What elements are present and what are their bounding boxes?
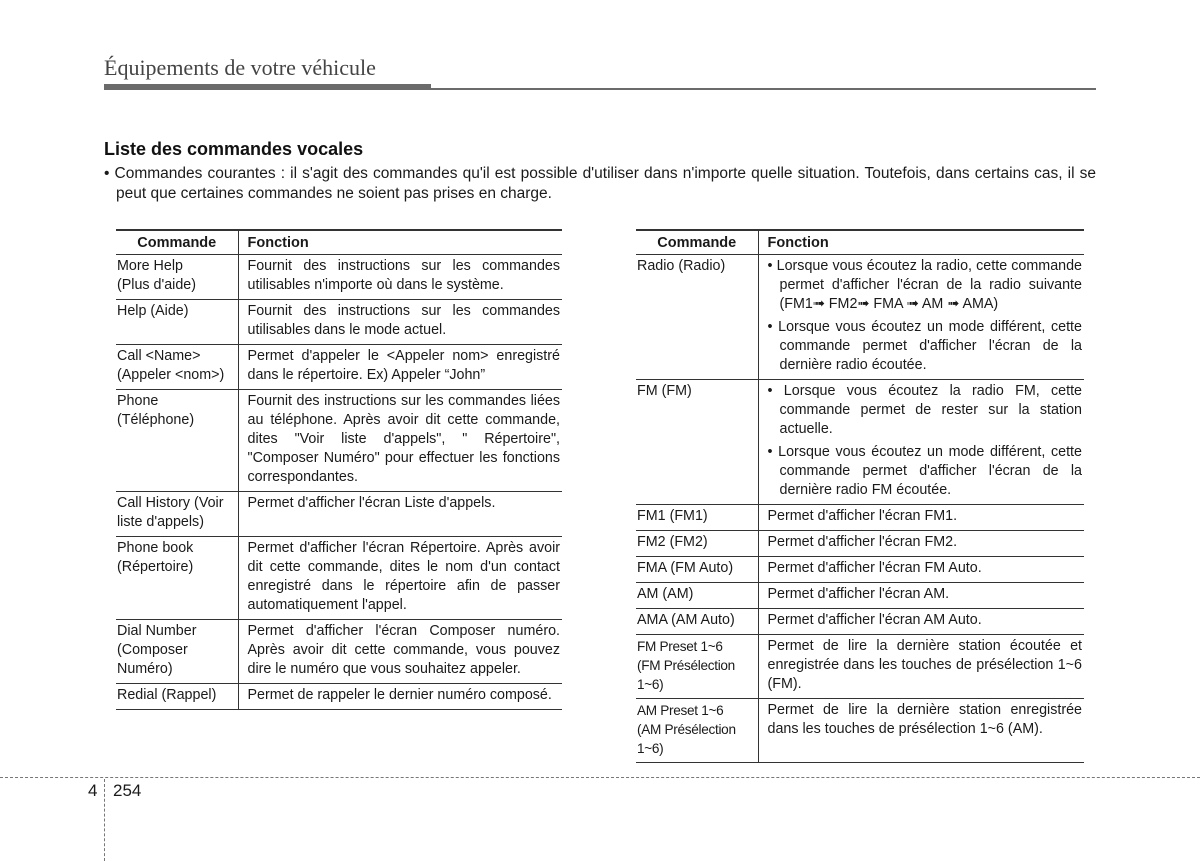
header-rule-thick bbox=[104, 84, 431, 90]
column-header-function: Fonction bbox=[758, 230, 1084, 255]
function-cell bbox=[238, 300, 562, 345]
column-header-command: Commande bbox=[636, 230, 758, 255]
command-cell: Help (Aide) bbox=[116, 300, 238, 345]
function-text: Permet de lire la dernière station écoutée et enregistrée dans les touches de présélection 1~6 (FM). bbox=[767, 638, 1082, 692]
function-cell bbox=[238, 390, 562, 492]
voice-commands-table-right bbox=[636, 229, 1084, 763]
function-text: Permet d'afficher l'écran FM Auto. bbox=[767, 560, 982, 576]
page-number: 254 bbox=[113, 781, 142, 800]
page-header-title: Équipements de votre véhicule bbox=[104, 55, 376, 80]
table-row bbox=[116, 537, 562, 620]
command-cell: AM (AM) bbox=[636, 583, 758, 609]
command-cell: AMA (AM Auto) bbox=[636, 609, 758, 635]
function-text: Permet de lire la dernière station enregistrée dans les touches de présélection 1~6 (AM). bbox=[767, 702, 1082, 737]
table-row bbox=[636, 255, 1084, 380]
function-text: Permet d'appeler le <Appeler nom> enregistré dans le répertoire. Ex) Appeler “John” bbox=[247, 348, 560, 383]
function-text: Permet d'afficher l'écran Répertoire. Après avoir dit cette commande, dites le nom d'un contact enregistré dans le répertoire afin de passer automatiquement l'appel. bbox=[247, 540, 560, 613]
function-cell bbox=[758, 699, 1084, 763]
section-title: Liste des commandes vocales bbox=[104, 139, 364, 159]
command-cell: FM1 (FM1) bbox=[636, 505, 758, 531]
command-cell: Call <Name> (Appeler <nom>) bbox=[116, 345, 238, 390]
command-cell: Phone book (Répertoire) bbox=[116, 537, 238, 620]
intro-paragraph: • Commandes courantes : il s'agit des commandes qu'il est possible d'utiliser dans n'importe quelle situation. Toutefois, dans certains cas, il se peut que certaines commandes ne soient pas prises en charge. bbox=[104, 165, 1096, 202]
table-row bbox=[636, 699, 1084, 763]
function-cell bbox=[238, 620, 562, 684]
function-text: Fournit des instructions sur les commandes liées au téléphone. Après avoir dit cette commande, dites "Voir liste d'appels", " Répertoire", "Composer Numéro" pour effectuer les fonctions correspondantes. bbox=[247, 393, 560, 485]
function-bullet: • Lorsque vous écoutez la radio FM, cette commande permet de rester sur la station actuelle. bbox=[767, 383, 1082, 437]
voice-commands-table-left bbox=[116, 229, 562, 710]
table-row bbox=[636, 505, 1084, 531]
table-row bbox=[116, 390, 562, 492]
table-row bbox=[116, 684, 562, 710]
table-row bbox=[116, 620, 562, 684]
function-text: Permet d'afficher l'écran AM. bbox=[767, 586, 950, 602]
function-cell bbox=[758, 557, 1084, 583]
function-cell bbox=[758, 255, 1084, 380]
table-row bbox=[116, 492, 562, 537]
chapter-number: 4 bbox=[88, 781, 98, 800]
function-bullet: • Lorsque vous écoutez un mode différent, cette commande permet d'afficher l'écran de la dernière radio FM écoutée. bbox=[767, 444, 1082, 498]
function-text: Permet d'afficher l'écran FM2. bbox=[767, 534, 958, 550]
function-cell bbox=[238, 684, 562, 710]
table-row bbox=[636, 583, 1084, 609]
command-cell: FM2 (FM2) bbox=[636, 531, 758, 557]
function-text: Permet d'afficher l'écran Composer numéro. Après avoir dit cette commande, vous pouvez dire le numéro que vous souhaitez appeler. bbox=[247, 623, 560, 677]
header-rule-thin bbox=[431, 88, 1096, 90]
function-cell bbox=[758, 583, 1084, 609]
table-row bbox=[116, 345, 562, 390]
function-bullet: • Lorsque vous écoutez la radio, cette commande permet d'afficher l'écran de la radio suivante (FM1➟ FM2➟ FMA ➟ AM ➟ AMA) bbox=[767, 258, 1082, 312]
table-row bbox=[116, 300, 562, 345]
table-row bbox=[636, 557, 1084, 583]
footer-dashed-vline bbox=[104, 779, 105, 861]
command-cell: Call History (Voir liste d'appels) bbox=[116, 492, 238, 537]
table-row bbox=[636, 531, 1084, 557]
function-cell bbox=[758, 609, 1084, 635]
table-row bbox=[636, 380, 1084, 505]
command-cell: FMA (FM Auto) bbox=[636, 557, 758, 583]
command-cell: AM Preset 1~6 (AM Présélection 1~6) bbox=[636, 699, 758, 763]
function-cell bbox=[758, 505, 1084, 531]
table-row bbox=[636, 609, 1084, 635]
function-cell bbox=[758, 380, 1084, 505]
function-cell bbox=[238, 492, 562, 537]
function-text: Fournit des instructions sur les commandes utilisables n'importe où dans le système. bbox=[247, 258, 560, 293]
footer-dashed-line bbox=[0, 777, 1200, 778]
function-cell bbox=[238, 345, 562, 390]
function-bullet: • Lorsque vous écoutez un mode différent, cette commande permet d'afficher l'écran de la dernière radio écoutée. bbox=[767, 319, 1082, 373]
command-cell: FM Preset 1~6 (FM Présélection 1~6) bbox=[636, 635, 758, 699]
function-text: Permet de rappeler le dernier numéro composé. bbox=[247, 687, 552, 703]
function-text: Permet d'afficher l'écran AM Auto. bbox=[767, 612, 982, 628]
function-cell bbox=[238, 255, 562, 300]
command-cell: Phone (Téléphone) bbox=[116, 390, 238, 492]
column-header-function: Fonction bbox=[238, 230, 562, 255]
function-cell bbox=[238, 537, 562, 620]
function-text: Permet d'afficher l'écran FM1. bbox=[767, 508, 958, 524]
column-header-command: Commande bbox=[116, 230, 238, 255]
function-cell bbox=[758, 531, 1084, 557]
command-cell: Radio (Radio) bbox=[636, 255, 758, 380]
command-cell: More Help (Plus d'aide) bbox=[116, 255, 238, 300]
command-cell: FM (FM) bbox=[636, 380, 758, 505]
table-row bbox=[636, 635, 1084, 699]
function-text: Fournit des instructions sur les commandes utilisables dans le mode actuel. bbox=[247, 303, 560, 338]
function-cell bbox=[758, 635, 1084, 699]
function-text: Permet d'afficher l'écran Liste d'appels. bbox=[247, 495, 496, 511]
command-cell: Redial (Rappel) bbox=[116, 684, 238, 710]
table-row bbox=[116, 255, 562, 300]
command-cell: Dial Number (Composer Numéro) bbox=[116, 620, 238, 684]
